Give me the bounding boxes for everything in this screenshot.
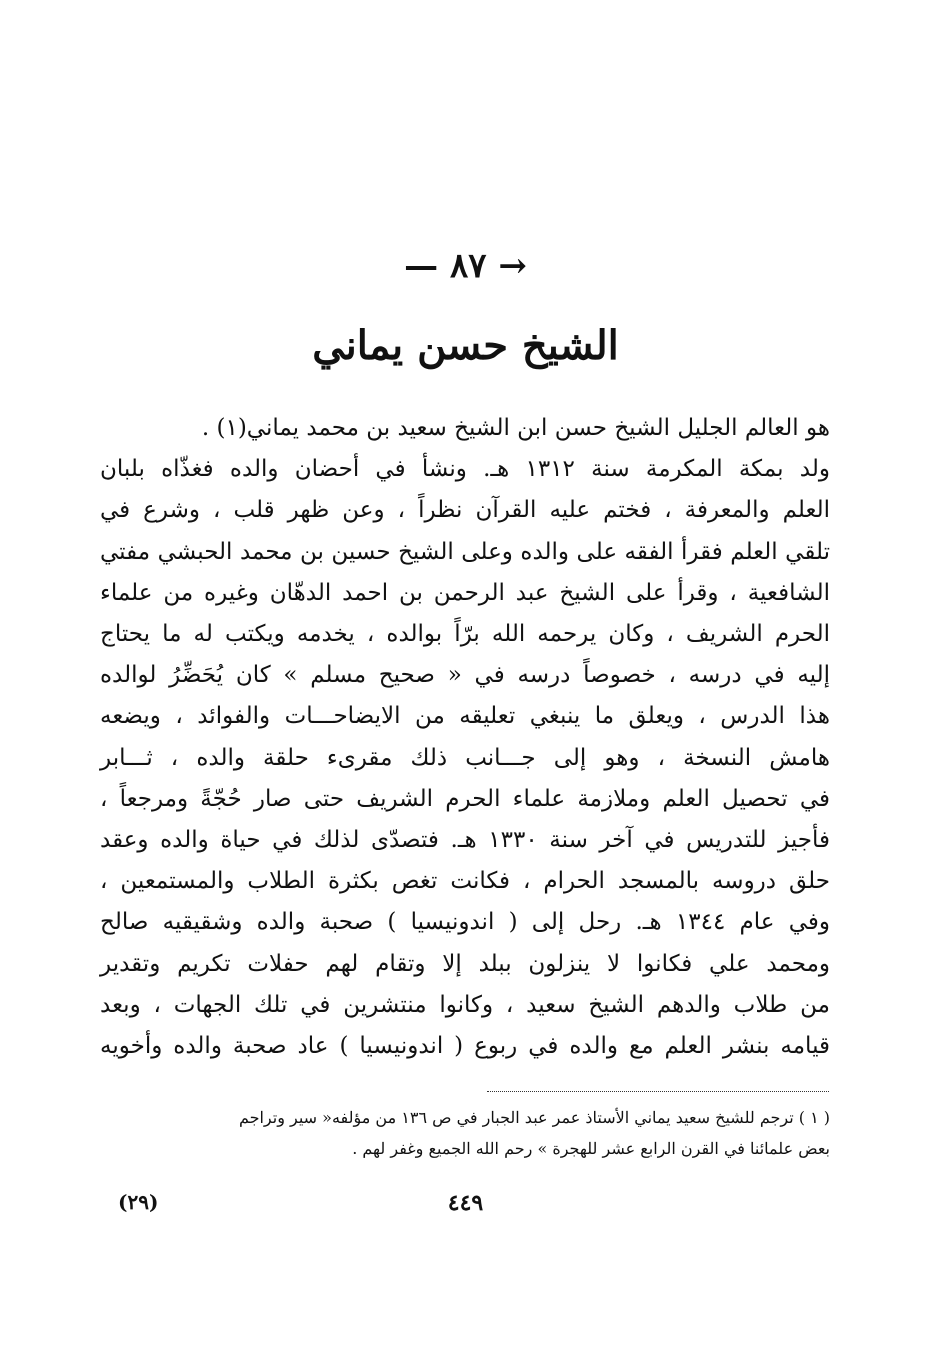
- footnote-line: ( ١ ) ترجم للشيخ سعيد يماني الأستاذ عمر عبد الجبار في ص ١٣٦ من مؤلفه« سير وتراجم: [238, 1108, 830, 1127]
- body-line: ومحمد علي فكانوا لا ينزلون ببلد إلا وتقام لهم حفلات تكريم وتقدير: [100, 950, 830, 977]
- body-line: من طلاب والدهم الشيخ سعيد ، وكانوا منتشرين في تلك الجهات ، وبعد: [100, 991, 830, 1018]
- body-line: الشافعية ، وقرأ على الشيخ عبد الرحمن بن احمد الدهّان وغيره من علماء: [100, 579, 830, 606]
- page-title: الشيخ حسن يماني: [312, 322, 619, 369]
- body-line: قيامه بنشر العلم مع والده في ربوع ( اندونيسيا ) عاد صحبة والده وأخويه: [100, 1033, 830, 1059]
- body-line: فأجيز للتدريس في آخر سنة ١٣٣٠ هـ. فتصدّى لذلك في حياة والده وعقد: [100, 827, 830, 853]
- body-line: حلق دروسه بالمسجد الحرام ، فكانت تغص بكثرة الطلاب والمستمعين ،: [100, 868, 830, 895]
- body-line: في تحصيل العلم وملازمة علماء الحرم الشريف حتى صار حُجّةً ومرجعاً ،: [100, 785, 830, 812]
- signature-mark: (٢٩): [118, 1190, 159, 1214]
- body-line: إليه في درسه ، خصوصاً درسه في « صحيح مسلم » كان يُحَضِّرُ لوالده: [100, 662, 830, 689]
- body-line: الحرم الشريف ، وكان يرحمه الله برّاً بوالده ، يخدمه ويكتب له ما يحتاج: [100, 621, 830, 647]
- body-line: وفي عام ١٣٤٤ هـ. رحل إلى ( اندونيسيا ) صحبة والده وشقيقيه صالح: [100, 909, 830, 936]
- footnote-line: بعض علمائنا في القرن الرابع عشر للهجرة » رحم الله الجميع وغفر لهم .: [352, 1139, 830, 1158]
- entry-number: → ٨٧ —: [404, 246, 527, 286]
- body-line: هذا الدرس ، ويعلق ما ينبغي تعليقه من الايضاحـــات والفوائد ، ويضعه: [100, 703, 830, 730]
- body-line: تلقي العلم فقرأ الفقه على والده وعلى الشيخ حسين بن محمد الحبشي مفتي: [100, 538, 830, 565]
- body-line: هامش النسخة ، وهو إلى جـــانب ذلك مقرىء حلقة والده ، ثـــابر: [100, 744, 830, 771]
- page-number: ٤٤٩: [447, 1190, 484, 1216]
- footnote-separator: [487, 1091, 829, 1092]
- body-line: هو العالم الجليل الشيخ حسن ابن الشيخ سعيد بن محمد يماني(١) .: [201, 415, 830, 441]
- body-line: ولد بمكة المكرمة سنة ١٣١٢ هـ. ونشأ في أحضان والده فغذّاه بلبان: [100, 456, 830, 483]
- body-line: العلم والمعرفة ، فختم عليه القرآن نظراً ، وعن ظهر قلب ، وشرع في: [100, 497, 830, 524]
